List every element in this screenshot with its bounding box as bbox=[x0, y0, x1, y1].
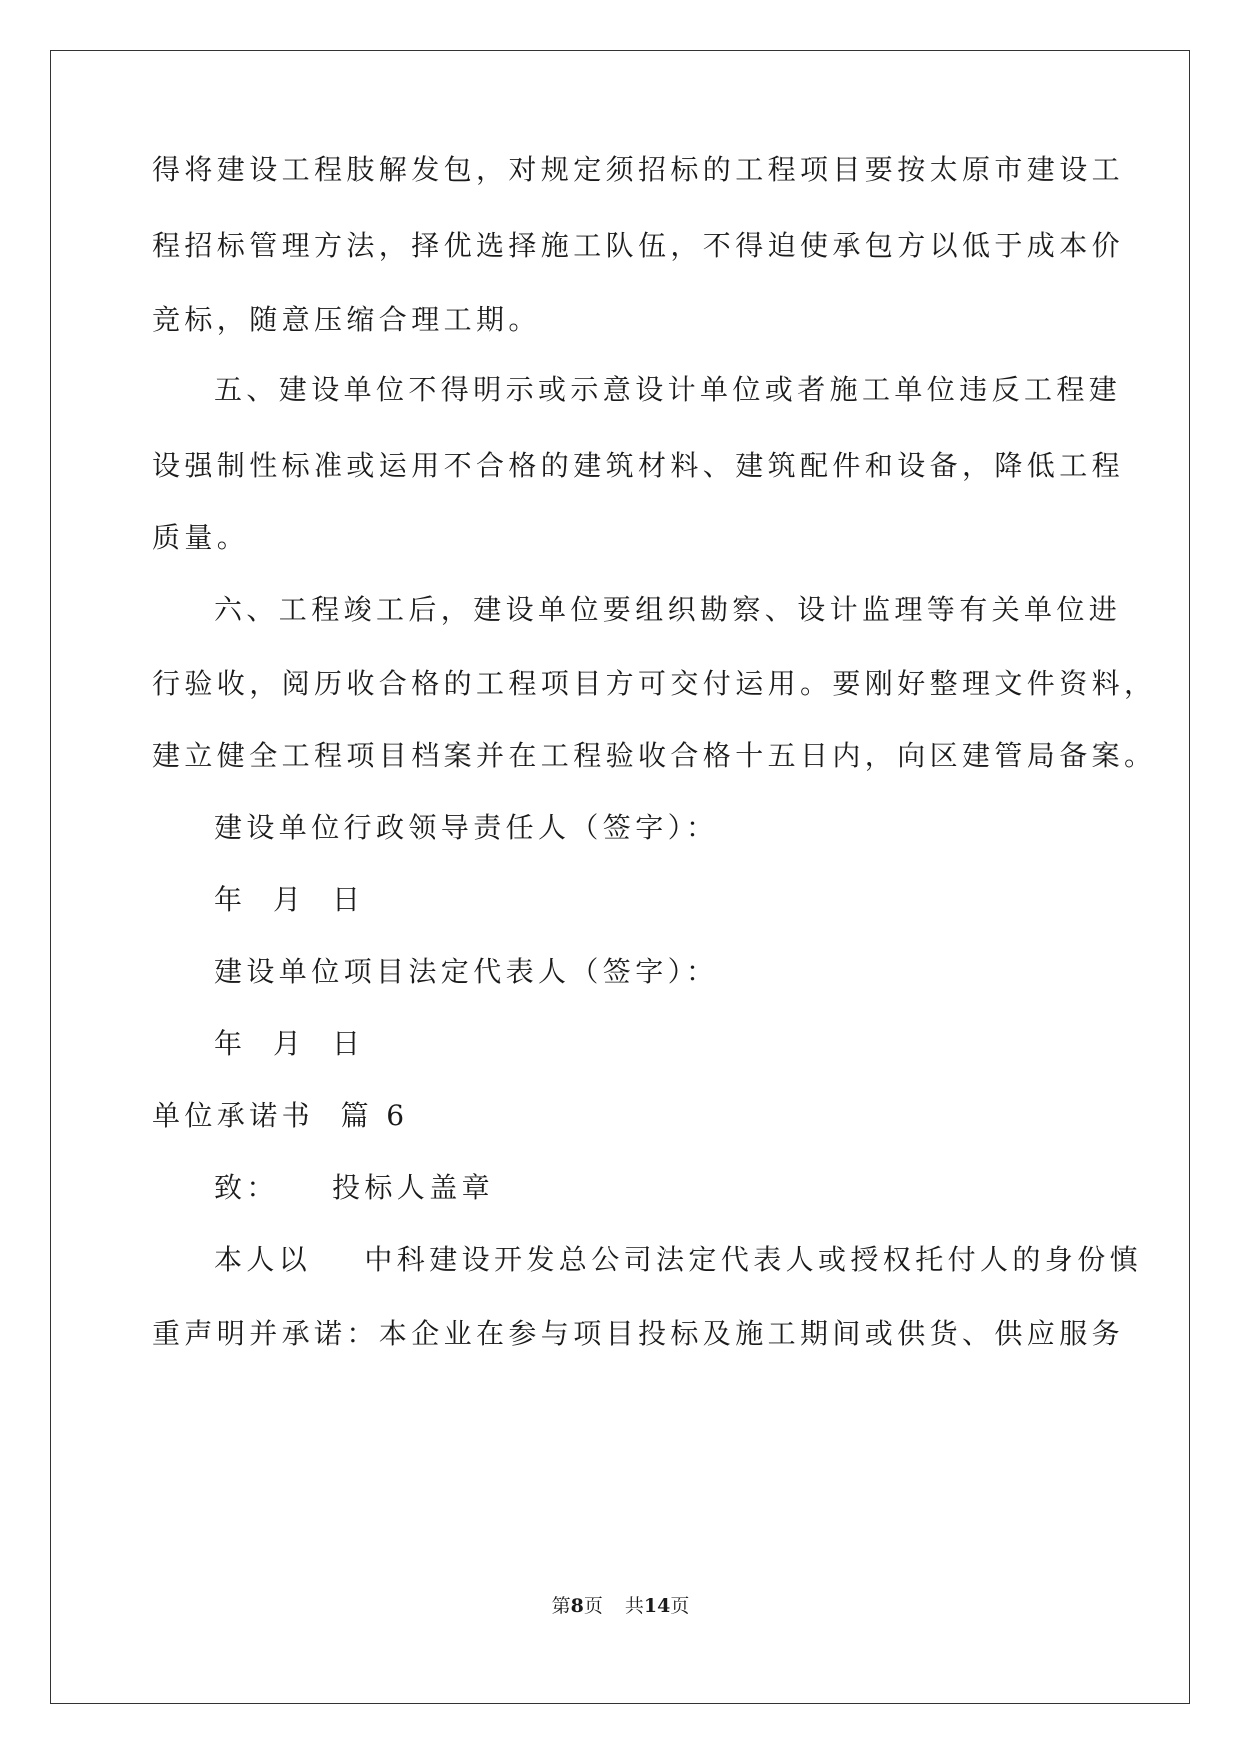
body-line: 本人以 中科建设开发总公司法定代表人或授权托付人的身份慎 bbox=[214, 1243, 1143, 1276]
page-border bbox=[50, 50, 1190, 1704]
addressee-line: 致： 投标人盖章 bbox=[214, 1171, 495, 1204]
page-number: 8 bbox=[570, 1595, 584, 1617]
page-prefix: 第 bbox=[551, 1595, 571, 1617]
body-line: 得将建设工程肢解发包，对规定须招标的工程项目要按太原市建设工 bbox=[152, 153, 1125, 186]
paragraph-five: 五、建设单位不得明示或示意设计单位或者施工单位违反工程建 bbox=[214, 373, 1122, 406]
signature-line-admin-leader: 建设单位行政领导责任人（签字）： bbox=[214, 811, 719, 844]
total-pages: 14 bbox=[643, 1595, 671, 1617]
page-suffix: 页 bbox=[583, 1595, 603, 1617]
total-prefix: 共 bbox=[624, 1595, 644, 1617]
signature-line-legal-representative: 建设单位项目法定代表人（签字）： bbox=[214, 955, 719, 988]
date-line: 年 月 日 bbox=[214, 883, 365, 916]
total-suffix: 页 bbox=[670, 1595, 690, 1617]
body-line: 质量。 bbox=[152, 521, 250, 554]
date-line: 年 月 日 bbox=[214, 1027, 365, 1060]
page-footer bbox=[0, 1594, 1241, 1618]
body-line: 竞标，随意压缩合理工期。 bbox=[152, 303, 541, 336]
body-line: 程招标管理方法，择优选择施工队伍，不得迫使承包方以低于成本价 bbox=[152, 229, 1125, 262]
section-heading: 单位承诺书 篇 6 bbox=[152, 1099, 409, 1132]
body-line: 设强制性标准或运用不合格的建筑材料、建筑配件和设备，降低工程 bbox=[152, 449, 1125, 482]
body-line: 建立健全工程项目档案并在工程验收合格十五日内，向区建管局备案。 bbox=[152, 739, 1157, 772]
body-line: 重声明并承诺：本企业在参与项目投标及施工期间或供货、供应服务 bbox=[152, 1317, 1125, 1350]
body-line: 行验收，阅历收合格的工程项目方可交付运用。要刚好整理文件资料， bbox=[152, 667, 1157, 700]
paragraph-six: 六、工程竣工后，建设单位要组织勘察、设计监理等有关单位进 bbox=[214, 593, 1122, 626]
